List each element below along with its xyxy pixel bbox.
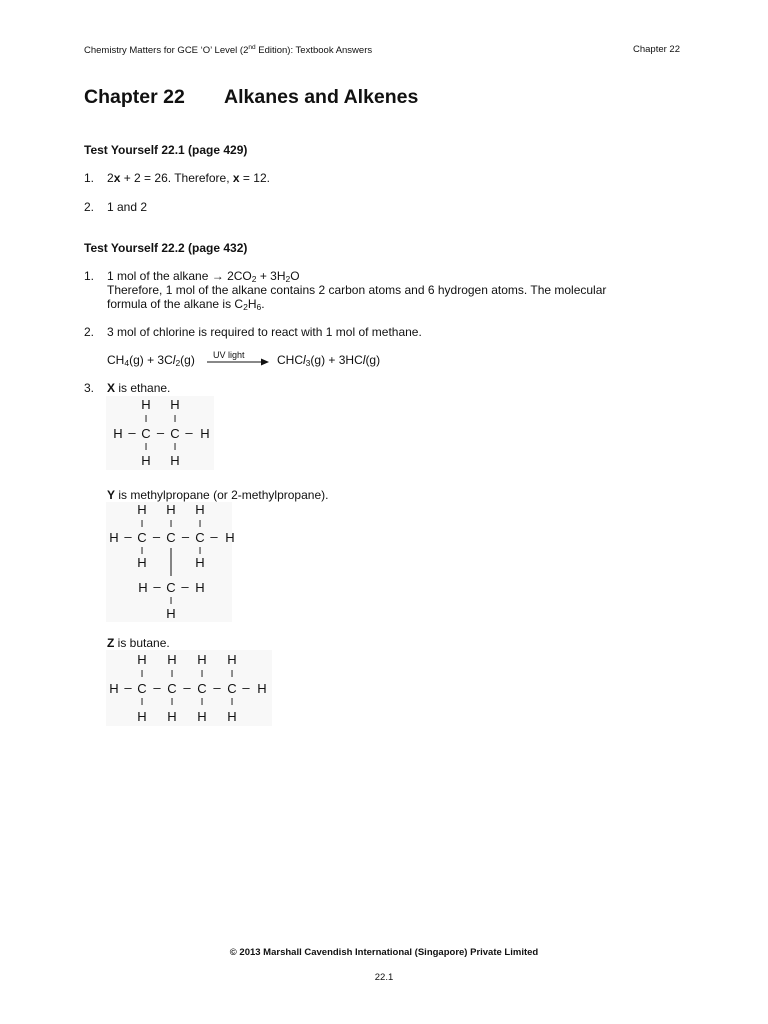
atom-h: H <box>141 397 151 412</box>
section-heading-22-1: Test Yourself 22.1 (page 429) <box>84 143 248 157</box>
answer-text: 1 and 2 <box>107 200 148 214</box>
atom-h: H <box>137 502 147 517</box>
bond-dash: – <box>156 425 165 440</box>
bond-bar: I <box>173 414 177 425</box>
bond-bar: I <box>169 596 173 607</box>
bond-bar: I <box>230 697 234 708</box>
atom-h: H <box>137 709 147 724</box>
atom-h: H <box>200 426 210 441</box>
bond-bar: I <box>230 669 234 680</box>
atom-h: H <box>257 681 267 696</box>
atom-h: H <box>227 652 237 667</box>
atom-h: H <box>195 580 205 595</box>
chemical-equation-products: CHCl$_3$(g) + 3HCl(g) <box>277 353 381 368</box>
section-heading-22-2: Test Yourself 22.2 (page 432) <box>84 241 248 255</box>
bond-dash: – <box>213 680 221 695</box>
bond-bar: I <box>140 519 144 530</box>
page-number: 22.1 <box>374 972 394 983</box>
atom-h: H <box>109 681 119 696</box>
answer-text: 3 mol of chlorine is required to react with 1 mol of methane. <box>107 325 422 339</box>
butane-structure <box>106 650 272 726</box>
atom-h: H <box>167 652 177 667</box>
atom-c: C <box>137 530 147 545</box>
chapter-number: Chapter 22 <box>84 86 185 108</box>
methylpropane-structural-formula <box>106 502 235 622</box>
bond-bar: I <box>144 442 148 453</box>
answer-number: 2. <box>84 200 95 214</box>
atom-h: H <box>170 453 180 468</box>
butane-structural-formula <box>106 650 272 726</box>
bond-dash: – <box>181 579 189 594</box>
page-title <box>84 86 419 109</box>
answer-number: 3. <box>84 381 95 395</box>
atom-h: H <box>141 453 151 468</box>
bond-bar: I <box>140 669 144 680</box>
bond-dash: – <box>128 425 136 440</box>
bond-bar: I <box>169 519 173 530</box>
running-header-chapter: Chapter 22 <box>632 44 680 55</box>
running-header: Chemistry Matters for GCE ‘O’ Level (2nd Edition): Textbook Answers <box>84 44 373 56</box>
atom-h: H <box>225 530 235 545</box>
bond-bar: I <box>170 669 174 680</box>
copyright-footer: © 2013 Marshall Cavendish International (Singapore) Private Limited <box>229 947 539 958</box>
bond-bar: I <box>200 669 204 680</box>
bond-dash: – <box>210 529 218 544</box>
atom-h: H <box>170 397 180 412</box>
chemical-equation-reactants: $CH_4(g) + 3Cl_2(g)$ <box>107 353 195 368</box>
bond-bar: I <box>198 546 202 557</box>
answer-text: formula of the alkane is $C_2H_6$. <box>107 297 265 312</box>
bond-bar: I <box>140 697 144 708</box>
answer-text: 2x + 2 = 26. Therefore, x = 12. <box>107 171 270 185</box>
answer-text: Therefore, 1 mol of the alkane contains 2 carbon atoms and 6 hydrogen atoms. The molecular <box>107 283 607 297</box>
bond-bar: I <box>140 546 144 557</box>
ethane-structural-formula <box>106 396 214 470</box>
bond-bar: I <box>173 442 177 453</box>
bond-dash: – <box>242 680 250 695</box>
bond-bar: I <box>144 414 148 425</box>
bond-bar: I <box>200 697 204 708</box>
atom-h: H <box>195 502 205 517</box>
bond-dash: – <box>152 529 161 544</box>
atom-c: C <box>166 530 176 545</box>
bond-dash: – <box>153 680 161 695</box>
answer-number: 2. <box>84 325 95 339</box>
atom-h: H <box>197 709 207 724</box>
atom-c: C <box>170 426 180 441</box>
bond-bar: I <box>170 697 174 708</box>
answer-number: 1. <box>84 269 95 283</box>
atom-h: H <box>138 580 148 595</box>
bond-dash: – <box>185 425 193 440</box>
answer-text: Z is butane. <box>107 636 170 650</box>
atom-c: C <box>166 580 176 595</box>
atom-h: H <box>166 502 176 517</box>
atom-h: H <box>166 606 176 621</box>
bond-dash: – <box>124 680 132 695</box>
atom-h: H <box>167 709 177 724</box>
bond-dash: – <box>124 529 132 544</box>
atom-h: H <box>197 652 207 667</box>
atom-h: H <box>109 530 119 545</box>
methylpropane-structure <box>106 502 235 622</box>
atom-c: C <box>195 530 205 545</box>
atom-c: C <box>137 681 147 696</box>
bond-dash: – <box>181 529 190 544</box>
atom-c: C <box>197 681 207 696</box>
atom-h: H <box>137 555 147 570</box>
reaction-arrow-icon <box>207 357 269 367</box>
chapter-name: Alkanes and Alkenes <box>224 86 419 108</box>
bond-bar: I <box>198 519 202 530</box>
bond-dash: – <box>183 680 191 695</box>
atom-c: C <box>141 426 151 441</box>
bond-dash: – <box>153 579 161 594</box>
reaction-condition: UV light <box>213 350 245 360</box>
answer-text: X is ethane. <box>107 381 171 395</box>
atom-h: H <box>113 426 123 441</box>
atom-c: C <box>227 681 237 696</box>
answer-text: 1 mol of the alkane → $2CO_2 + 3H_2O$ <box>107 269 300 284</box>
atom-h: H <box>195 555 205 570</box>
ethane-structure <box>106 396 214 470</box>
answer-text: Y is methylpropane (or 2-methylpropane). <box>107 488 329 502</box>
atom-c: C <box>167 681 177 696</box>
atom-h: H <box>137 652 147 667</box>
answer-number: 1. <box>84 171 95 185</box>
atom-h: H <box>227 709 237 724</box>
